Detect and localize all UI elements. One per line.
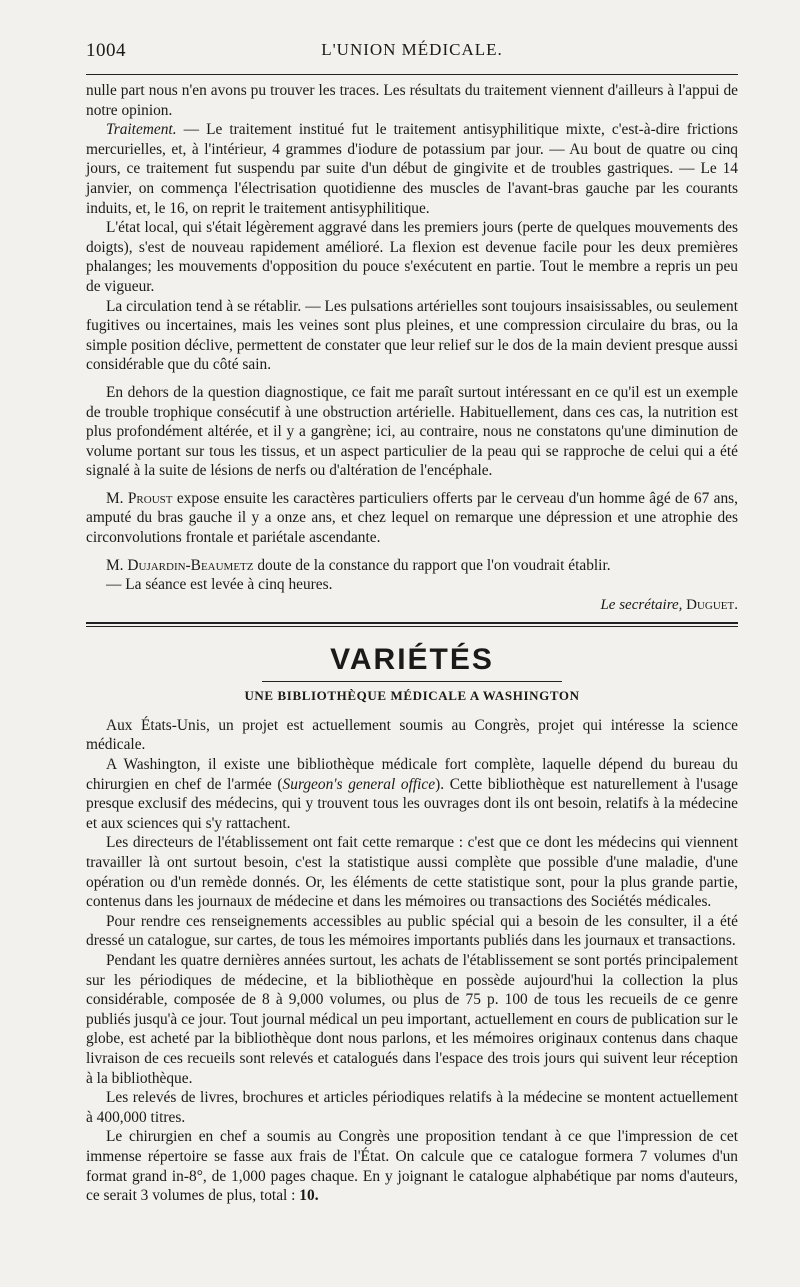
title-rule xyxy=(262,681,562,682)
speaker-name: M. Dujardin-Beaumetz xyxy=(106,556,254,574)
seance-closing: — La séance est levée à cinq heures. xyxy=(106,576,333,594)
treatment-label: Traitement. xyxy=(106,121,177,139)
diagnostic-paragraph: En dehors de la question diagnostique, ce fait me paraît surtout intéressant en ce qu'il est un exemple de trouble trophique consécutif à une obstruction artérielle. Habituellement, dans ces cas, la nutrition est plus profondément altérée, et il y a gangrène; ici, au contraire, nous ne constatons qu'une diminution de volume portant sur tous les tissus, et un aspect particulier de la peau qui se rapproche de celui qui a été signalé à la suite de lésions de nerfs ou d'altération de l'encéphale. xyxy=(86,383,738,480)
article-text: Le chirurgien en chef a soumis au Congrès une proposition tendant à ce que l'impression de cet immense répertoire se fasse aux frais de l'État. On calcule que ce catalogue formera 7 volumes d'un format grand in-8°, de 1,000 pages chaque. En y joignant le catalogue alphabétique par noms d'auteurs, ce serait 3 volumes de plus, total : xyxy=(86,1128,738,1205)
proust-paragraph xyxy=(86,489,738,548)
signature xyxy=(86,597,738,614)
section-divider xyxy=(86,626,738,627)
section-divider xyxy=(86,622,738,624)
treatment-text: — Le traitement institué fut le traitement antisyphilitique mixte, c'est-à-dire frictions mercurielles, et, à l'intérieur, 4 grammes d'iodure de potassium par jour. — Au bout de quatre ou cinq jours, ce traitement fut suspendu par suite d'un début de gingivite et de troubles gastriques. — Le 14 janvier, on commença l'électrisation quotidienne des muscles de l'avant-bras gauche par les courants induits, et, le 16, on reprit le traitement antisyphilitique. xyxy=(86,121,738,217)
local-state-paragraph: L'état local, qui s'était légèrement aggravé dans les premiers jours (perte de quelques mouvements des doigts), s'est de nouveau rapidement amélioré. La flexion est devenue facile pour les deux premières phalanges; les mouvements d'opposition du pouce s'exécutent en partie. Tout le membre a repris un peu de vigueur. xyxy=(86,219,738,295)
dujardin-paragraph xyxy=(86,556,738,576)
signature-role: Le secrétaire, xyxy=(600,596,683,613)
observation-paragraph: nulle part nous n'en avons pu trouver les traces. Les résultats du traitement viennent d'ailleurs à l'appui de notre opinion. xyxy=(86,82,738,119)
speaker-name: M. Proust xyxy=(106,489,173,507)
article-paragraph: Pendant les quatre dernières années surtout, les achats de l'établissement se sont portés principalement sur les périodiques de médecine, et la bibliothèque en possède aujourd'hui la collection la plus considérable, composée de 8 à 9,000 volumes, ou plus de 75 p. 100 de tous les recueils de ce genre publiés jusqu'à ce jour. Tout journal médical un peu important, actuellement en cours de publication sur le globe, est acheté par la bibliothèque dont nous parlons, et les mémoires originaux contenus dans chaque livraison de ces recueils sont relevés et catalogués dans l'espace des trois jours qui suivent leur réception à la bibliothèque. xyxy=(86,951,738,1087)
article-paragraph: Pour rendre ces renseignements accessibles au public spécial qui a besoin de les consulter, il a été dressé un catalogue, sur cartes, de tous les mémoires importants publiés dans les journaux et transactions. xyxy=(86,912,738,950)
article-paragraph xyxy=(86,755,738,833)
office-name: Surgeon's general office xyxy=(282,775,436,793)
article-paragraph: Aux États-Unis, un projet est actuellement soumis au Congrès, projet qui intéresse la science médicale. xyxy=(86,716,738,754)
article-paragraph xyxy=(86,1127,738,1205)
article-text: ). Cette bibliothèque est naturellement à l'usage presque exclusif des médecins, qui y trouvent tous les ouvrages dont ils ont besoin, relatifs à la médecine et aux sciences qui s'y rattachent. xyxy=(86,775,739,832)
article-paragraph: Les directeurs de l'établissement ont fait cette remarque : c'est que ce dont les médecins qui viennent travailler là ont surtout besoin, c'est la statistique aussi complète que possible d'une maladie, d'une opération ou d'un remède donnés. Or, les éléments de cette statistique sont, pour la plus grande partie, contenus dans les journaux de médecine et dans les mémoires ou transactions des Sociétés médicales. xyxy=(86,834,738,911)
proust-text: expose ensuite les caractères particuliers offerts par le cerveau d'un homme âgé de 67 ans, amputé du bras gauche il y a onze ans, et chez lequel on remarque une dépression et une atrophie des circonvolutions frontale et pariétale ascendante. xyxy=(86,489,738,547)
total-volumes: 10. xyxy=(299,1187,319,1205)
signature-name: Duguet. xyxy=(686,596,738,613)
page-number: 1004 xyxy=(86,40,126,61)
section-title: VARIÉTÉS xyxy=(330,642,494,676)
header-rule xyxy=(86,74,738,75)
running-title: L'UNION MÉDICALE. xyxy=(321,40,503,59)
page-header xyxy=(86,38,738,74)
article-title: UNE BIBLIOTHÈQUE MÉDICALE A WASHINGTON xyxy=(244,687,580,703)
article-paragraph: Les relevés de livres, brochures et articles périodiques relatifs à la médecine se montent actuellement à 400,000 titres. xyxy=(86,1089,738,1126)
dujardin-text: doute de la constance du rapport que l'on voudrait établir. xyxy=(253,556,611,574)
treatment-paragraph xyxy=(86,120,738,218)
circulation-paragraph: La circulation tend à se rétablir. — Les pulsations artérielles sont toujours insaisissables, ou seulement fugitives ou incertaines, mais les veines sont plus pleines, et une compression circulaire du bras, ou la simple position déclive, permettent de constater que leur relief sur le dos de la main devient presque aussi considérable que du côté sain. xyxy=(86,297,738,374)
article-text: A Washington, il existe une bibliothèque médicale fort complète, laquelle dépend du bureau du chirurgien en chef de l'armée ( xyxy=(86,756,738,793)
